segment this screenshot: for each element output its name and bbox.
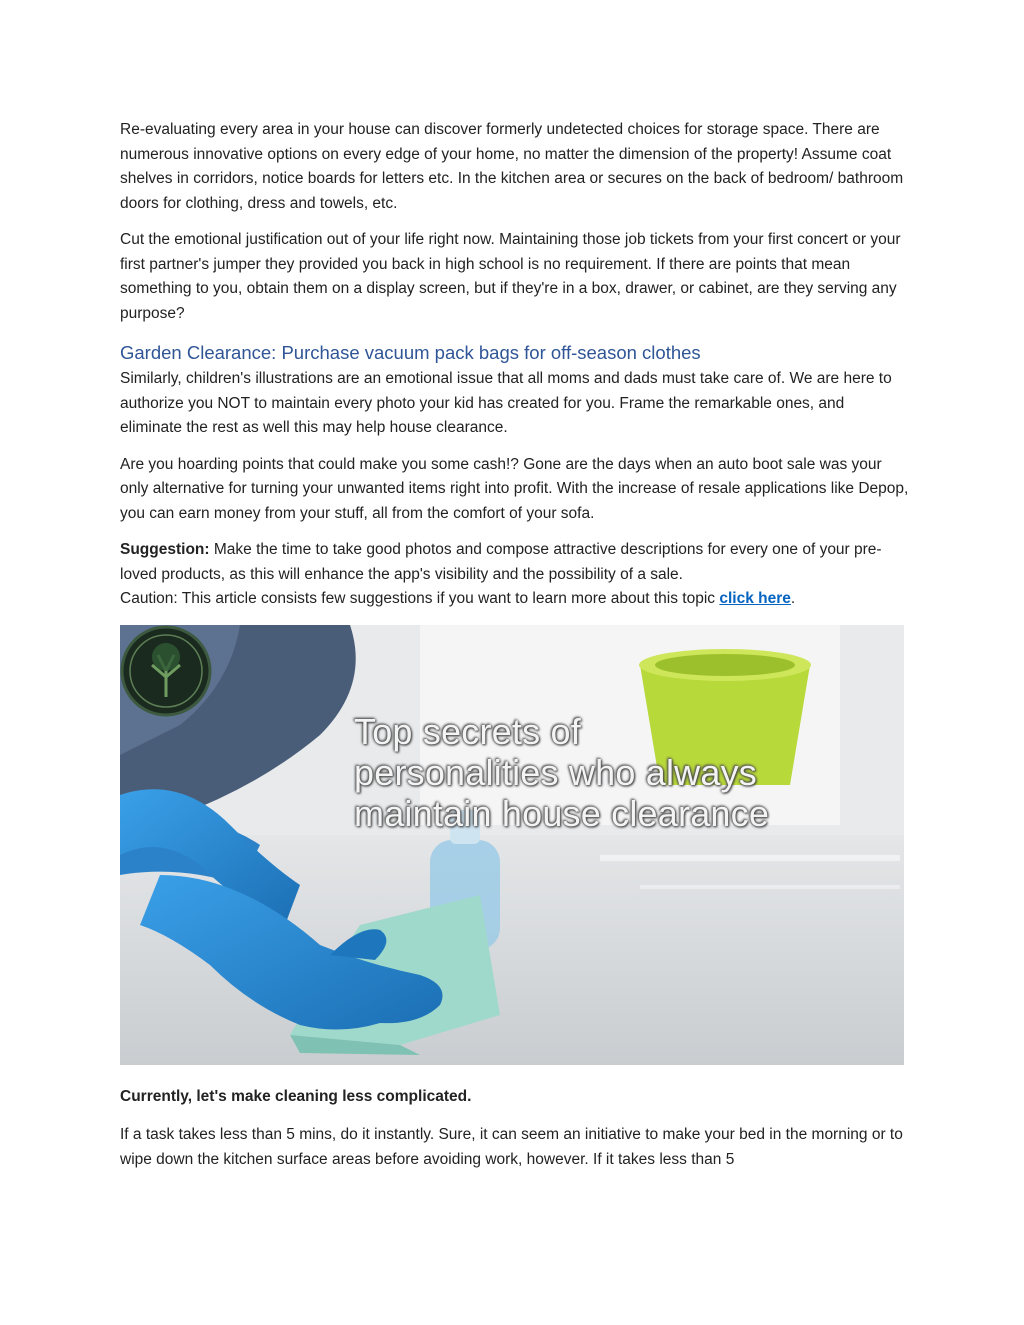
- caution-period: .: [790, 590, 796, 607]
- article-body: [120, 118, 910, 1172]
- overlay-line-1: Top secrets of: [354, 710, 581, 752]
- overlay-line-2: personalities who always: [354, 751, 757, 793]
- cleaning-photo: [120, 625, 904, 1065]
- caution-text: Caution: This article consists few suggestions if you want to learn more about this topic: [120, 590, 720, 607]
- paragraph-illustrations: Similarly, children's illustrations are an emotional issue that all moms and dads must take care of. We are here to authorize you NOT to maintain every photo your kid has created for you. Frame the remarkable ones, and eliminate the rest as well this may help house clearance.: [120, 370, 892, 436]
- click-here-link[interactable]: click here: [719, 590, 791, 607]
- tree-logo-icon: [120, 625, 212, 717]
- suggestion-label: Suggestion:: [120, 541, 210, 558]
- paragraph-storage: Re-evaluating every area in your house can discover formerly undetected choices for storage space. There are numerous innovative options on every edge of your home, no matter the dimension of the property! Assume coat shelves in corridors, notice boards for letters etc. In the kitchen area or secures on the back of bedroom/ bathroom doors for clothing, dress and towels, etc.: [120, 121, 904, 212]
- paragraph-emotional: Cut the emotional justification out of your life right now. Maintaining those job tickets from your first concert or your first partner's jumper they provided you back in high school is no requirement. If there are points that mean something to you, obtain them on a display screen, but if they're in a box, drawer, or cabinet, are they serving any purpose?: [120, 231, 901, 322]
- paragraph-five-minutes: If a task takes less than 5 mins, do it instantly. Sure, it can seem an initiative to make your bed in the morning or to wipe down the kitchen surface areas before avoiding work, however. If it takes less than 5: [120, 1126, 903, 1168]
- overlay-line-3: maintain house clearance: [354, 792, 770, 834]
- paragraph-caution: [120, 587, 910, 612]
- paragraph-suggestion: [120, 538, 910, 587]
- paragraph-cleaning-heading: Currently, let's make cleaning less complicated.: [120, 1087, 472, 1105]
- paragraph-hoarding: Are you hoarding points that could make you some cash!? Gone are the days when an auto boot sale was your only alternative for turning your unwanted items right into profit. With the increase of resale applications like Depop, you can earn money from your stuff, all from the comfort of your sofa.: [120, 455, 909, 522]
- image-overlay-text: [354, 711, 874, 834]
- cleaning-photo-art: [120, 625, 904, 1065]
- section-heading: Garden Clearance: Purchase vacuum pack bags for off-season clothes: [120, 342, 701, 363]
- suggestion-text: Make the time to take good photos and compose attractive descriptions for every one of your pre-loved products, as this will enhance the app's visibility and the possibility of a sale.: [120, 541, 882, 583]
